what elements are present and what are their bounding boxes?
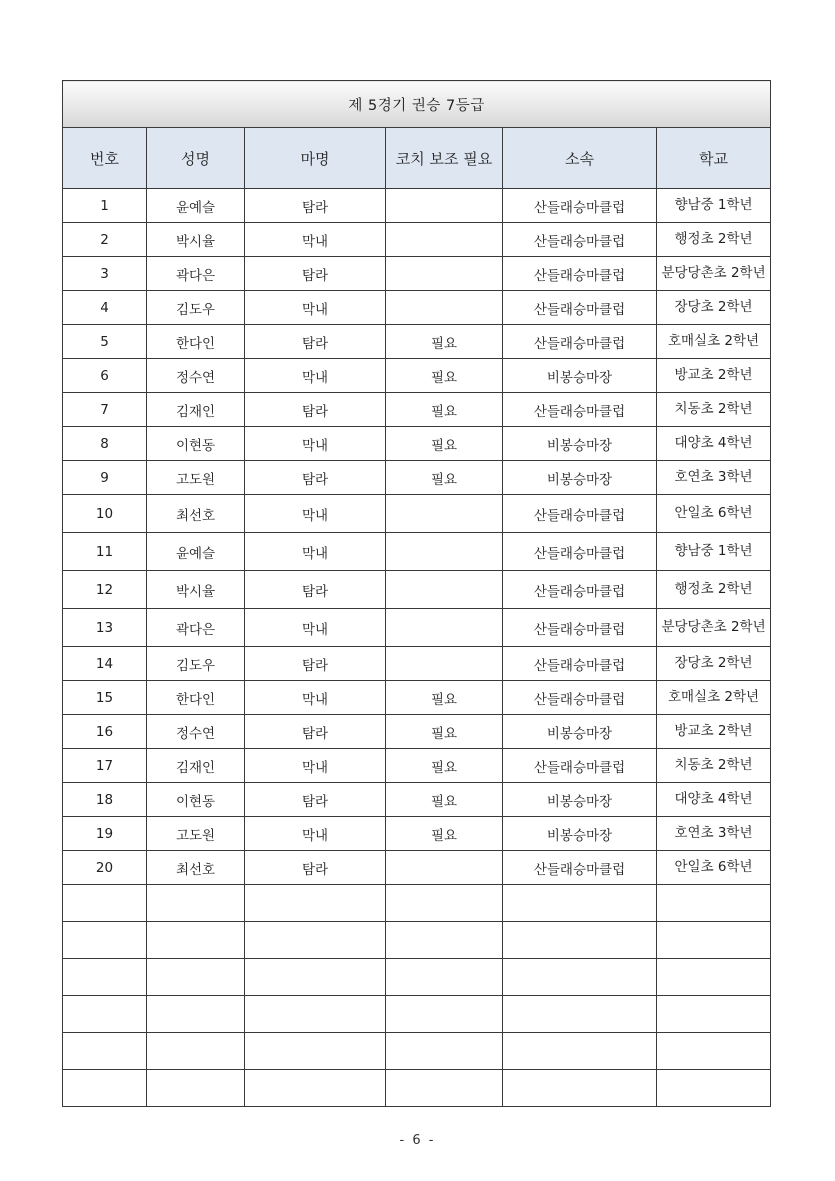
cell-horse [245, 996, 386, 1033]
table-row [63, 996, 771, 1033]
cell-coach-assist [386, 223, 503, 257]
cell-horse: 탐라 [245, 461, 386, 495]
cell-affiliation: 산들래승마클럽 [503, 609, 657, 647]
cell-name: 한다인 [147, 325, 245, 359]
header-coach-assist: 코치 보조 필요 [386, 128, 503, 189]
cell-coach-assist: 필요 [386, 325, 503, 359]
cell-affiliation: 산들래승마클럽 [503, 571, 657, 609]
table-title: 제 5경기 권승 7등급 [63, 81, 771, 128]
cell-coach-assist [386, 885, 503, 922]
cell-school: 방교초 2학년 [657, 715, 771, 749]
cell-school: 호매실초 2학년 [657, 681, 771, 715]
cell-number: 5 [63, 325, 147, 359]
cell-number: 10 [63, 495, 147, 533]
cell-number: 19 [63, 817, 147, 851]
cell-school: 대양초 4학년 [657, 783, 771, 817]
cell-name [147, 1070, 245, 1107]
cell-coach-assist: 필요 [386, 783, 503, 817]
cell-number: 4 [63, 291, 147, 325]
cell-affiliation: 산들래승마클럽 [503, 495, 657, 533]
cell-number: 6 [63, 359, 147, 393]
cell-name: 곽다은 [147, 257, 245, 291]
cell-school [657, 885, 771, 922]
cell-affiliation: 산들래승마클럽 [503, 223, 657, 257]
cell-coach-assist [386, 996, 503, 1033]
cell-name: 곽다은 [147, 609, 245, 647]
cell-school: 호연초 3학년 [657, 817, 771, 851]
cell-affiliation: 비봉승마장 [503, 461, 657, 495]
cell-horse: 탐라 [245, 715, 386, 749]
table-row [63, 223, 771, 257]
cell-name: 김도우 [147, 647, 245, 681]
cell-number: 2 [63, 223, 147, 257]
cell-name: 고도원 [147, 817, 245, 851]
table-body [63, 189, 771, 1107]
entry-table [62, 80, 771, 1107]
cell-coach-assist [386, 851, 503, 885]
cell-affiliation: 산들래승마클럽 [503, 749, 657, 783]
cell-name [147, 922, 245, 959]
cell-affiliation: 산들래승마클럽 [503, 647, 657, 681]
cell-school [657, 1033, 771, 1070]
cell-name: 윤예슬 [147, 189, 245, 223]
cell-number [63, 959, 147, 996]
cell-affiliation: 산들래승마클럽 [503, 291, 657, 325]
cell-school: 분당당촌초 2학년 [657, 257, 771, 291]
cell-name: 한다인 [147, 681, 245, 715]
cell-affiliation: 비봉승마장 [503, 427, 657, 461]
cell-name: 정수연 [147, 715, 245, 749]
cell-number: 20 [63, 851, 147, 885]
table-row [63, 851, 771, 885]
header-name: 성명 [147, 128, 245, 189]
cell-name: 박시율 [147, 223, 245, 257]
cell-school: 행정초 2학년 [657, 223, 771, 257]
cell-name: 이현동 [147, 427, 245, 461]
header-horse: 마명 [245, 128, 386, 189]
table-row [63, 393, 771, 427]
cell-name: 최선호 [147, 495, 245, 533]
cell-horse: 탐라 [245, 571, 386, 609]
cell-coach-assist [386, 959, 503, 996]
cell-school [657, 959, 771, 996]
cell-name [147, 996, 245, 1033]
table-row [63, 427, 771, 461]
cell-number: 9 [63, 461, 147, 495]
cell-number [63, 885, 147, 922]
cell-coach-assist: 필요 [386, 393, 503, 427]
table-row [63, 189, 771, 223]
cell-school [657, 996, 771, 1033]
cell-affiliation: 비봉승마장 [503, 783, 657, 817]
table-row [63, 1033, 771, 1070]
cell-affiliation [503, 922, 657, 959]
table-row [63, 715, 771, 749]
cell-affiliation: 산들래승마클럽 [503, 325, 657, 359]
table-row [63, 647, 771, 681]
cell-affiliation: 산들래승마클럽 [503, 681, 657, 715]
cell-horse: 탐라 [245, 189, 386, 223]
cell-number: 11 [63, 533, 147, 571]
table-row [63, 922, 771, 959]
cell-school: 대양초 4학년 [657, 427, 771, 461]
cell-name: 김도우 [147, 291, 245, 325]
cell-number: 17 [63, 749, 147, 783]
cell-horse: 막내 [245, 749, 386, 783]
cell-name [147, 1033, 245, 1070]
header-affiliation: 소속 [503, 128, 657, 189]
cell-coach-assist [386, 609, 503, 647]
cell-coach-assist: 필요 [386, 817, 503, 851]
cell-name: 윤예슬 [147, 533, 245, 571]
cell-number: 7 [63, 393, 147, 427]
cell-name: 김재인 [147, 393, 245, 427]
cell-coach-assist: 필요 [386, 681, 503, 715]
table-row [63, 749, 771, 783]
cell-affiliation: 산들래승마클럽 [503, 533, 657, 571]
cell-horse [245, 922, 386, 959]
cell-horse: 탐라 [245, 393, 386, 427]
cell-school: 호연초 3학년 [657, 461, 771, 495]
cell-affiliation: 비봉승마장 [503, 715, 657, 749]
cell-coach-assist [386, 1033, 503, 1070]
cell-school [657, 922, 771, 959]
cell-horse: 탐라 [245, 851, 386, 885]
cell-coach-assist: 필요 [386, 715, 503, 749]
cell-number [63, 1070, 147, 1107]
cell-number: 8 [63, 427, 147, 461]
table-row [63, 291, 771, 325]
cell-horse [245, 885, 386, 922]
cell-horse: 막내 [245, 359, 386, 393]
cell-horse: 탐라 [245, 325, 386, 359]
cell-school: 치동초 2학년 [657, 749, 771, 783]
cell-coach-assist [386, 1070, 503, 1107]
cell-name: 정수연 [147, 359, 245, 393]
table-row [63, 681, 771, 715]
table-row [63, 325, 771, 359]
cell-number: 14 [63, 647, 147, 681]
cell-horse: 막내 [245, 223, 386, 257]
cell-affiliation: 산들래승마클럽 [503, 189, 657, 223]
cell-horse: 막내 [245, 495, 386, 533]
table-row [63, 959, 771, 996]
cell-horse: 막내 [245, 609, 386, 647]
cell-school: 행정초 2학년 [657, 571, 771, 609]
cell-coach-assist: 필요 [386, 427, 503, 461]
cell-coach-assist [386, 647, 503, 681]
header-school: 학교 [657, 128, 771, 189]
cell-school: 치동초 2학년 [657, 393, 771, 427]
cell-name [147, 885, 245, 922]
table-row [63, 1070, 771, 1107]
table-row [63, 359, 771, 393]
table-row [63, 783, 771, 817]
cell-number: 18 [63, 783, 147, 817]
cell-coach-assist [386, 495, 503, 533]
cell-coach-assist [386, 922, 503, 959]
cell-coach-assist [386, 189, 503, 223]
table-row [63, 885, 771, 922]
table-row [63, 571, 771, 609]
cell-affiliation: 비봉승마장 [503, 359, 657, 393]
table-row [63, 609, 771, 647]
header-row [63, 128, 771, 189]
cell-horse: 막내 [245, 533, 386, 571]
cell-horse: 탐라 [245, 647, 386, 681]
cell-coach-assist: 필요 [386, 461, 503, 495]
cell-coach-assist: 필요 [386, 749, 503, 783]
table-row [63, 495, 771, 533]
page-number: - 6 - [399, 1133, 436, 1148]
cell-school [657, 1070, 771, 1107]
cell-name: 이현동 [147, 783, 245, 817]
cell-affiliation: 산들래승마클럽 [503, 257, 657, 291]
table-row [63, 257, 771, 291]
cell-name: 박시율 [147, 571, 245, 609]
cell-coach-assist [386, 257, 503, 291]
cell-school: 분당당촌초 2학년 [657, 609, 771, 647]
cell-school: 향남중 1학년 [657, 533, 771, 571]
cell-school: 호매실초 2학년 [657, 325, 771, 359]
cell-number [63, 922, 147, 959]
cell-school: 안일초 6학년 [657, 851, 771, 885]
cell-name: 김재인 [147, 749, 245, 783]
cell-school: 장당초 2학년 [657, 291, 771, 325]
cell-horse: 막내 [245, 817, 386, 851]
cell-coach-assist [386, 571, 503, 609]
cell-school: 향남중 1학년 [657, 189, 771, 223]
table-row [63, 533, 771, 571]
cell-horse [245, 1033, 386, 1070]
cell-affiliation [503, 996, 657, 1033]
table-row [63, 817, 771, 851]
cell-name: 고도원 [147, 461, 245, 495]
cell-number [63, 1033, 147, 1070]
cell-horse [245, 959, 386, 996]
cell-coach-assist: 필요 [386, 359, 503, 393]
cell-affiliation: 비봉승마장 [503, 817, 657, 851]
cell-horse: 탐라 [245, 257, 386, 291]
cell-horse: 탐라 [245, 783, 386, 817]
cell-school: 안일초 6학년 [657, 495, 771, 533]
cell-number: 15 [63, 681, 147, 715]
cell-horse: 막내 [245, 291, 386, 325]
cell-coach-assist [386, 291, 503, 325]
cell-affiliation: 산들래승마클럽 [503, 393, 657, 427]
cell-school: 방교초 2학년 [657, 359, 771, 393]
cell-name: 최선호 [147, 851, 245, 885]
cell-affiliation [503, 1070, 657, 1107]
cell-school: 장당초 2학년 [657, 647, 771, 681]
cell-number: 16 [63, 715, 147, 749]
cell-affiliation: 산들래승마클럽 [503, 851, 657, 885]
cell-number [63, 996, 147, 1033]
cell-name [147, 959, 245, 996]
cell-number: 12 [63, 571, 147, 609]
cell-number: 3 [63, 257, 147, 291]
cell-number: 1 [63, 189, 147, 223]
cell-number: 13 [63, 609, 147, 647]
cell-horse [245, 1070, 386, 1107]
header-number: 번호 [63, 128, 147, 189]
cell-affiliation [503, 959, 657, 996]
cell-horse: 막내 [245, 427, 386, 461]
cell-coach-assist [386, 533, 503, 571]
table-row [63, 461, 771, 495]
cell-affiliation [503, 885, 657, 922]
cell-affiliation [503, 1033, 657, 1070]
cell-horse: 막내 [245, 681, 386, 715]
